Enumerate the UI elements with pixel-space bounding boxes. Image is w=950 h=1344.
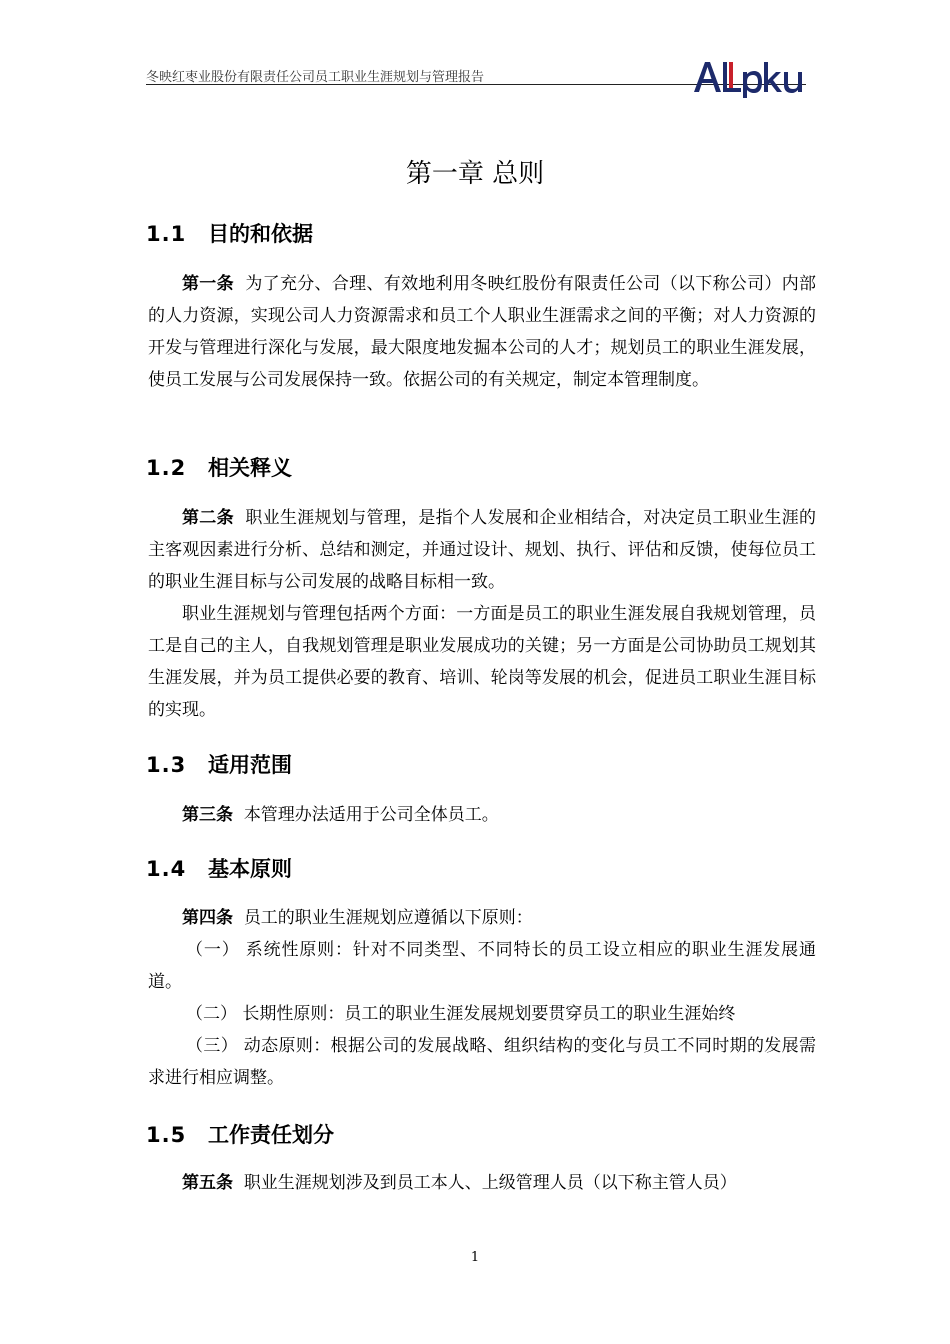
- header-title: 冬映红枣业股份有限责任公司员工职业生涯规划与管理报告: [146, 70, 485, 85]
- section-number: 1.3: [146, 753, 187, 777]
- page-header: [146, 62, 806, 98]
- section-title: 基本原则: [208, 857, 292, 881]
- article-4: [148, 902, 816, 934]
- section-title: 目的和依据: [208, 222, 313, 246]
- section-number: 1.5: [146, 1123, 187, 1147]
- section-heading-1-4: [146, 853, 292, 883]
- principle-item-3: （三） 动态原则：根据公司的发展战略、组织结构的变化与员工不同时期的发展需求进行相应调整。: [148, 1036, 816, 1088]
- article-text: 本管理办法适用于公司全体员工。: [243, 805, 499, 825]
- article-5: [148, 1167, 816, 1199]
- article-1: [148, 268, 816, 396]
- section-heading-1-2: [146, 452, 292, 482]
- article-3: [148, 799, 816, 831]
- section-title: 相关释义: [208, 456, 292, 480]
- section-number: 1.1: [146, 222, 187, 246]
- section-heading-1-3: [146, 749, 292, 779]
- article-label: 第四条: [182, 908, 233, 928]
- principle-item-2: （二） 长期性原则：员工的职业生涯发展规划要贯穿员工的职业生涯始终: [186, 1004, 736, 1024]
- article-label: 第一条: [182, 274, 234, 294]
- chapter-title: 第一章 总则: [405, 159, 545, 189]
- article-text: 员工的职业生涯规划应遵循以下原则：: [243, 908, 533, 928]
- section-heading-1-5: [146, 1119, 334, 1149]
- article-2: [148, 502, 816, 598]
- page-number: 1: [470, 1250, 480, 1265]
- article-2-continuation: 职业生涯规划与管理包括两个方面：一方面是员工的职业生涯发展自我规划管理，员工是自己的主人，自我规划管理是职业发展成功的关键；另一方面是公司协助员工规划其生涯发展，并为员工提供必要的教育、培训、轮岗等发展的机会，促进员工职业生涯目标的实现。: [148, 604, 816, 720]
- principle-item-1: （一） 系统性原则：针对不同类型、不同特长的员工设立相应的职业生涯发展通道。: [148, 940, 816, 992]
- section-number: 1.4: [146, 857, 187, 881]
- allpku-logo: [692, 58, 806, 98]
- section-heading-1-1: [146, 218, 313, 248]
- article-text: 职业生涯规划涉及到员工本人、上级管理人员（以下称主管人员）: [243, 1173, 737, 1193]
- article-label: 第二条: [182, 508, 234, 528]
- section-title: 适用范围: [208, 753, 292, 777]
- article-label: 第三条: [182, 805, 233, 825]
- article-text: 职业生涯规划与管理，是指个人发展和企业相结合，对决定员工职业生涯的主客观因素进行分析、总结和测定，并通过设计、规划、执行、评估和反馈，使每位员工的职业生涯目标与公司发展的战略目标相一致。: [148, 508, 817, 592]
- section-title: 工作责任划分: [208, 1123, 334, 1147]
- section-number: 1.2: [146, 456, 187, 480]
- article-text: 为了充分、合理、有效地利用冬映红股份有限责任公司（以下称公司）内部的人力资源，实现公司人力资源需求和员工个人职业生涯需求之间的平衡；对人力资源的开发与管理进行深化与发展，最大限度地发掘本公司的人才；规划员工的职业生涯发展，使员工发展与公司发展保持一致。依据公司的有关规定，制定本管理制度。: [148, 274, 817, 390]
- article-label: 第五条: [182, 1173, 233, 1193]
